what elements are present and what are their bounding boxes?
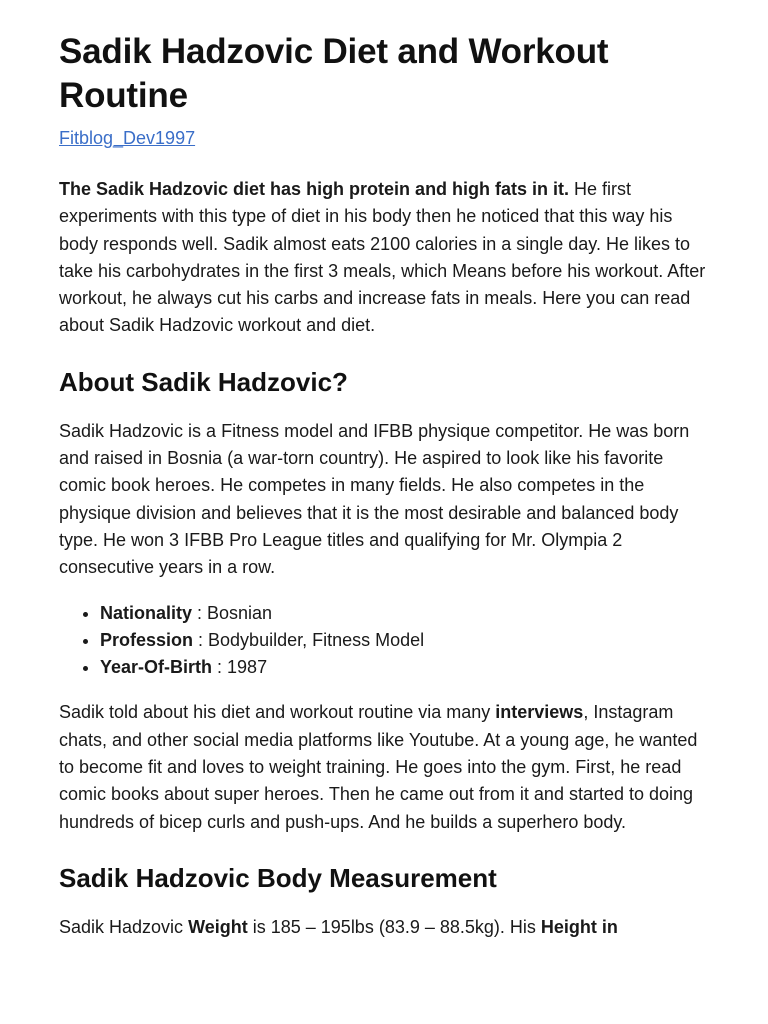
article-title: Sadik Hadzovic Diet and Workout Routine <box>59 32 609 115</box>
intro-bold-text: The Sadik Hadzovic diet has high protein and high fats in it. <box>59 179 570 199</box>
fact-profession <box>100 627 710 654</box>
fact-nationality <box>100 600 710 627</box>
fact-value: : 1987 <box>212 657 268 678</box>
story-text-after: , Instagram chats, and other social media platforms like Youtube. At a young age, he wanted to become fit and loves to weight training. He goes into the gym. First, he read comic books about super heroes. Then he came out from it and started to doing hundreds of bicep curls and push-ups. And he builds a superhero body. <box>59 702 698 832</box>
measurement-heading: Sadik Hadzovic Body Measurement <box>59 862 497 893</box>
about-paragraph: Sadik Hadzovic is a Fitness model and IFBB physique competitor. He was born and raised in Bosnia (a war-torn country). He aspired to look like his favorite comic book heroes. He competes in many fields. He also competes in the physique division and believes that it is the most desirable and balanced body type. He won 3 IFBB Pro League titles and qualifying for Mr. Olympia 2 consecutive years in a row. <box>59 420 690 578</box>
fact-label: Year-Of-Birth <box>100 657 213 678</box>
measurement-bold-height: Height in <box>540 916 618 937</box>
story-text-before: Sadik told about his diet and workout routine via many <box>59 702 496 723</box>
measurement-paragraph <box>59 914 710 941</box>
measurement-text-1: Sadik Hadzovic <box>59 916 189 937</box>
fact-value: : Bosnian <box>192 602 273 623</box>
intro-paragraph <box>59 176 710 340</box>
author-link[interactable]: Fitblog_Dev1997 <box>59 128 196 148</box>
story-bold-text: interviews <box>495 702 584 723</box>
fact-label: Nationality <box>100 602 193 623</box>
facts-list <box>59 600 710 682</box>
story-paragraph <box>59 699 710 835</box>
fact-value: : Bodybuilder, Fitness Model <box>193 629 425 650</box>
measurement-bold-weight: Weight <box>188 916 248 937</box>
intro-text: He first experiments with this type of diet in his body then he noticed that this way his body responds well. Sadik almost eats 2100 calories in a single day. He likes to take his carbohydrates in the first 3 meals, which Means before his workout. After workout, he always cut his carbs and increase fats in meals. Here you can read about Sadik Hadzovic workout and diet. <box>59 179 706 336</box>
measurement-text-2: is 185 – 195lbs (83.9 – 88.5kg). His <box>247 916 541 937</box>
about-heading: About Sadik Hadzovic? <box>59 366 348 397</box>
fact-year-of-birth <box>100 654 710 681</box>
fact-label: Profession <box>100 629 194 650</box>
